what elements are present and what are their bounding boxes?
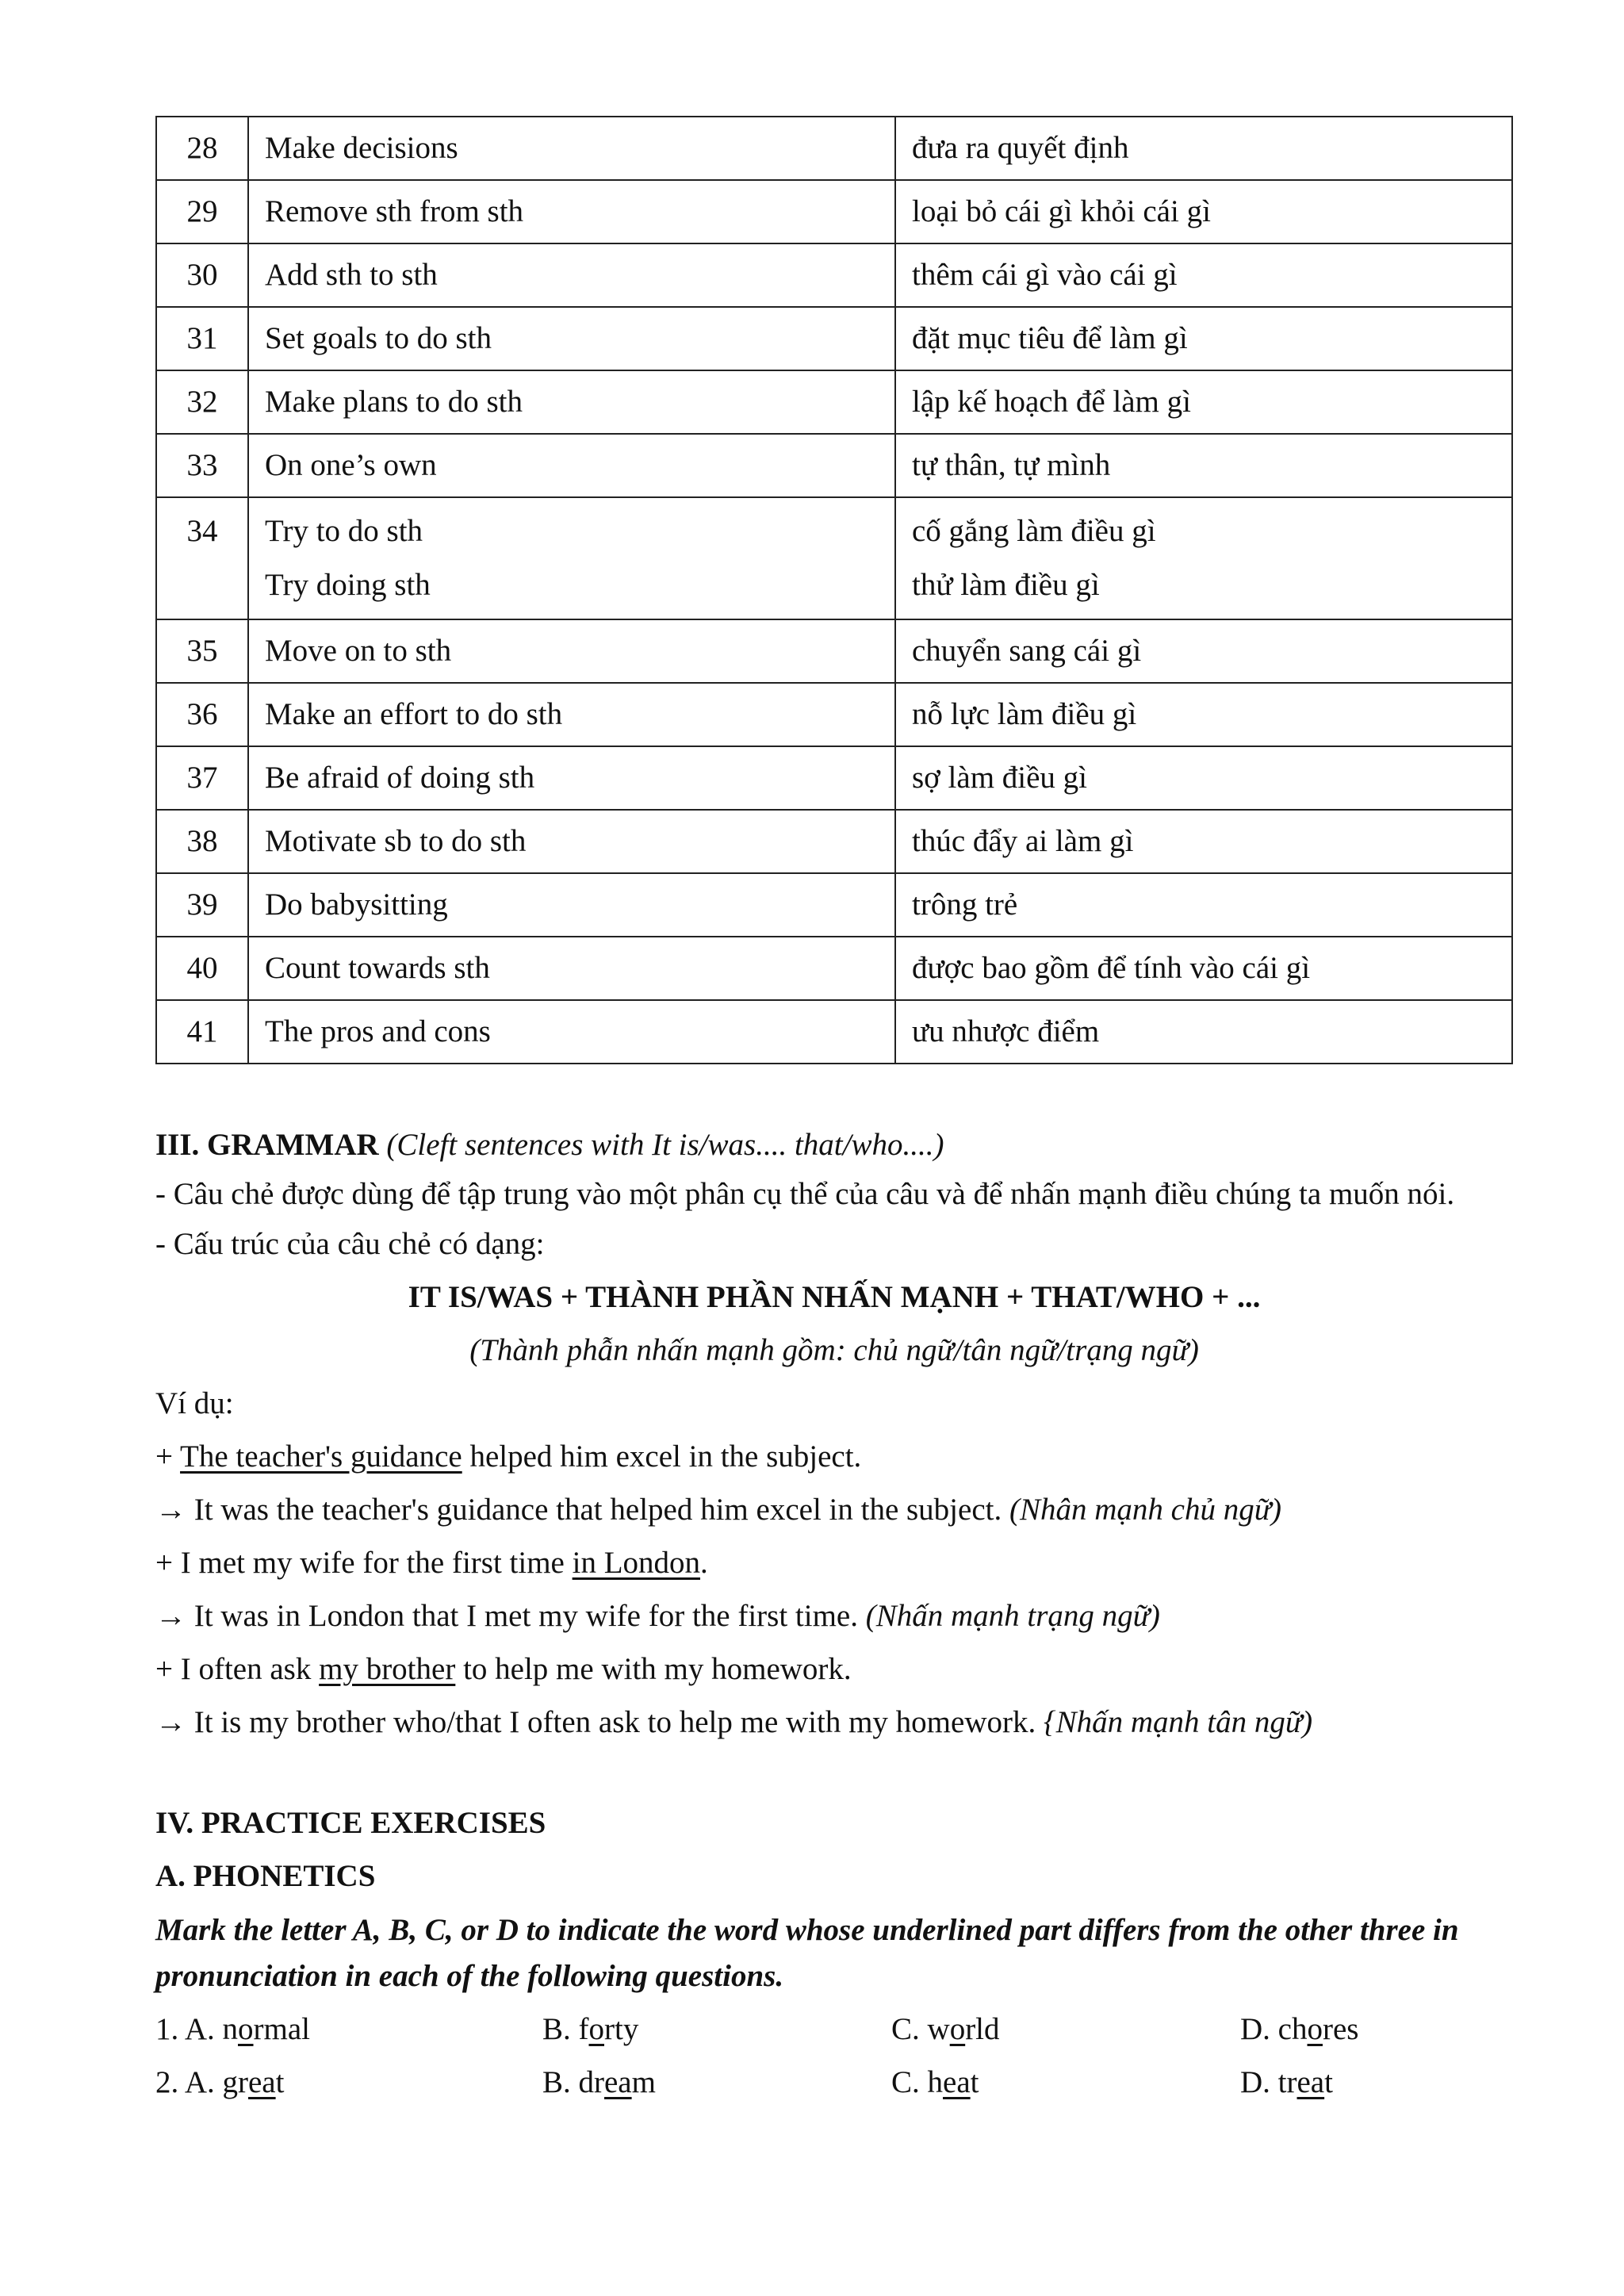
vietnamese-line: lập kế hoạch để làm gì bbox=[912, 385, 1191, 419]
vietnamese-line: thử làm điều gì bbox=[912, 568, 1100, 602]
english-line: Move on to sth bbox=[265, 634, 452, 668]
english-line: Remove sth from sth bbox=[265, 194, 524, 228]
document-page bbox=[155, 116, 1513, 2109]
phrase-vietnamese bbox=[895, 117, 1512, 180]
answer-option bbox=[155, 2003, 542, 2056]
option-text: rmal bbox=[253, 2012, 310, 2046]
phrase-english bbox=[248, 307, 895, 370]
phrase-vietnamese bbox=[895, 434, 1512, 497]
example-1-note: (Nhân mạnh chủ ngữ) bbox=[1009, 1493, 1281, 1527]
grammar-desc-1: - Câu chẻ được dùng để tập trung vào một phân cụ thể của câu và để nhấn mạnh điều chúng ta muốn nói. bbox=[155, 1177, 1455, 1211]
phrase-english bbox=[248, 683, 895, 746]
row-number: 38 bbox=[156, 810, 248, 873]
phrase-vietnamese bbox=[895, 619, 1512, 683]
phrase-vietnamese bbox=[895, 810, 1512, 873]
example-2-post: . bbox=[700, 1546, 708, 1580]
option-text: t bbox=[1324, 2065, 1333, 2099]
vietnamese-line: được bao gồm để tính vào cái gì bbox=[912, 951, 1311, 985]
table-row bbox=[156, 243, 1512, 307]
vietnamese-line: sợ làm điều gì bbox=[912, 761, 1088, 795]
answer-option bbox=[1240, 2003, 1513, 2056]
example-1-answer bbox=[155, 1483, 1513, 1536]
phrase-english bbox=[248, 619, 895, 683]
vietnamese-line: đặt mục tiêu để làm gì bbox=[912, 321, 1188, 355]
phrase-vietnamese bbox=[895, 873, 1512, 937]
answer-option bbox=[891, 2003, 1240, 2056]
phrase-english bbox=[248, 810, 895, 873]
option-text: res bbox=[1322, 2012, 1359, 2046]
question-row bbox=[155, 2056, 1513, 2109]
option-text: m bbox=[631, 2065, 656, 2099]
english-line: Count towards sth bbox=[265, 951, 490, 985]
phrase-english bbox=[248, 497, 895, 619]
option-text: C. w bbox=[891, 2012, 950, 2046]
english-line: Motivate sb to do sth bbox=[265, 824, 527, 858]
row-number: 34 bbox=[156, 497, 248, 619]
row-number: 36 bbox=[156, 683, 248, 746]
underlined-part: ea bbox=[248, 2065, 276, 2099]
english-line: Add sth to sth bbox=[265, 258, 438, 292]
table-row bbox=[156, 619, 1512, 683]
underlined-part: o bbox=[1307, 2012, 1323, 2046]
phonetics-heading: A. PHONETICS bbox=[155, 1859, 376, 1893]
example-3-note: {Nhấn mạnh tân ngữ) bbox=[1043, 1705, 1313, 1739]
example-2-answer bbox=[155, 1589, 1513, 1642]
answer-option bbox=[1240, 2056, 1513, 2109]
grammar-desc-2: - Cấu trúc của câu chẻ có dạng: bbox=[155, 1227, 545, 1261]
grammar-formula: IT IS/WAS + THÀNH PHẦN NHẤN MẠNH + THAT/WHO + ... bbox=[408, 1280, 1261, 1314]
underlined-part: ea bbox=[943, 2065, 971, 2099]
phrase-vietnamese bbox=[895, 243, 1512, 307]
row-number: 41 bbox=[156, 1000, 248, 1064]
english-line: Make decisions bbox=[265, 131, 458, 165]
english-line: The pros and cons bbox=[265, 1014, 491, 1048]
english-line: Do babysitting bbox=[265, 887, 448, 922]
example-2 bbox=[155, 1536, 1513, 1589]
answer-option bbox=[891, 2056, 1240, 2109]
phrase-english bbox=[248, 1000, 895, 1064]
option-text: 2. A. gr bbox=[155, 2065, 248, 2099]
answer-option bbox=[542, 2056, 891, 2109]
phrase-english bbox=[248, 180, 895, 243]
vocabulary-table bbox=[155, 116, 1513, 1064]
english-line: Be afraid of doing sth bbox=[265, 761, 535, 795]
phrase-english bbox=[248, 243, 895, 307]
example-2-note: (Nhấn mạnh trạng ngữ) bbox=[865, 1599, 1160, 1633]
question-row bbox=[155, 2003, 1513, 2056]
example-label: Ví dụ: bbox=[155, 1386, 234, 1420]
table-row bbox=[156, 117, 1512, 180]
vietnamese-line: nỗ lực làm điều gì bbox=[912, 697, 1137, 731]
example-1-answer-text: → It was the teacher's guidance that helped him excel in the subject. bbox=[155, 1493, 1009, 1527]
example-1 bbox=[155, 1430, 1513, 1483]
row-number: 40 bbox=[156, 937, 248, 1000]
phrase-vietnamese bbox=[895, 307, 1512, 370]
question-list bbox=[155, 2003, 1513, 2109]
grammar-section bbox=[155, 1118, 1513, 1749]
english-line: Make plans to do sth bbox=[265, 385, 523, 419]
option-text: C. h bbox=[891, 2065, 944, 2099]
table-row bbox=[156, 434, 1512, 497]
grammar-heading-note: (Cleft sentences with It is/was.... that/who....) bbox=[386, 1128, 944, 1162]
phrase-vietnamese bbox=[895, 683, 1512, 746]
option-text: rty bbox=[604, 2012, 639, 2046]
phrase-vietnamese bbox=[895, 180, 1512, 243]
english-line: Set goals to do sth bbox=[265, 321, 492, 355]
phrase-english bbox=[248, 873, 895, 937]
example-2-underlined: in London bbox=[572, 1546, 701, 1580]
underlined-part: ea bbox=[604, 2065, 632, 2099]
english-line: Make an effort to do sth bbox=[265, 697, 563, 731]
vietnamese-line: cố gắng làm điều gì bbox=[912, 514, 1156, 548]
row-number: 32 bbox=[156, 370, 248, 434]
underlined-part: o bbox=[238, 2012, 254, 2046]
phrase-english bbox=[248, 370, 895, 434]
english-line: On one’s own bbox=[265, 448, 437, 482]
vietnamese-line: trông trẻ bbox=[912, 887, 1018, 922]
example-1-underlined: The teacher's guidance bbox=[180, 1439, 462, 1474]
grammar-heading-title: III. GRAMMAR bbox=[155, 1128, 379, 1162]
option-text: t bbox=[275, 2065, 285, 2099]
option-text: B. dr bbox=[542, 2065, 604, 2099]
table-row bbox=[156, 180, 1512, 243]
example-3 bbox=[155, 1642, 1513, 1696]
phrase-vietnamese bbox=[895, 937, 1512, 1000]
option-text: rld bbox=[965, 2012, 1000, 2046]
row-number: 39 bbox=[156, 873, 248, 937]
example-3-answer bbox=[155, 1696, 1513, 1749]
answer-option bbox=[155, 2056, 542, 2109]
table-row bbox=[156, 810, 1512, 873]
row-number: 33 bbox=[156, 434, 248, 497]
phrase-english bbox=[248, 434, 895, 497]
vietnamese-line: thêm cái gì vào cái gì bbox=[912, 258, 1178, 292]
option-text: D. ch bbox=[1240, 2012, 1308, 2046]
table-row bbox=[156, 937, 1512, 1000]
example-1-pre: + bbox=[155, 1439, 181, 1474]
table-row bbox=[156, 307, 1512, 370]
grammar-heading bbox=[155, 1118, 1513, 1171]
english-line: Try doing sth bbox=[265, 568, 431, 602]
phrase-vietnamese bbox=[895, 1000, 1512, 1064]
table-row bbox=[156, 497, 1512, 619]
option-text: 1. A. n bbox=[155, 2012, 239, 2046]
option-text: t bbox=[970, 2065, 979, 2099]
phrase-english bbox=[248, 117, 895, 180]
vietnamese-line: đưa ra quyết định bbox=[912, 131, 1129, 165]
row-number: 30 bbox=[156, 243, 248, 307]
underlined-part: o bbox=[588, 2012, 604, 2046]
table-row bbox=[156, 1000, 1512, 1064]
option-text: D. tr bbox=[1240, 2065, 1297, 2099]
table-row bbox=[156, 746, 1512, 810]
row-number: 37 bbox=[156, 746, 248, 810]
example-2-pre: + I met my wife for the first time bbox=[155, 1546, 573, 1580]
row-number: 29 bbox=[156, 180, 248, 243]
vietnamese-line: tự thân, tự mình bbox=[912, 448, 1111, 482]
grammar-formula-note: (Thành phẫn nhấn mạnh gồm: chủ ngữ/tân ngữ/trạng ngữ) bbox=[469, 1333, 1199, 1367]
vietnamese-line: ưu nhược điểm bbox=[912, 1014, 1100, 1048]
phrase-english bbox=[248, 746, 895, 810]
example-3-pre: + I often ask bbox=[155, 1652, 320, 1686]
english-line: Try to do sth bbox=[265, 514, 423, 548]
option-text: B. f bbox=[542, 2012, 589, 2046]
table-row bbox=[156, 873, 1512, 937]
table-row bbox=[156, 370, 1512, 434]
underlined-part: o bbox=[949, 2012, 966, 2046]
underlined-part: ea bbox=[1297, 2065, 1325, 2099]
vietnamese-line: thúc đẩy ai làm gì bbox=[912, 824, 1134, 858]
vietnamese-line: chuyển sang cái gì bbox=[912, 634, 1142, 668]
example-3-post: to help me with my homework. bbox=[455, 1652, 852, 1686]
phrase-english bbox=[248, 937, 895, 1000]
table-row bbox=[156, 683, 1512, 746]
practice-heading: IV. PRACTICE EXERCISES bbox=[155, 1806, 546, 1840]
answer-option bbox=[542, 2003, 891, 2056]
phrase-vietnamese bbox=[895, 497, 1512, 619]
example-2-answer-text: → It was in London that I met my wife for the first time. bbox=[155, 1599, 866, 1633]
vietnamese-line: loại bỏ cái gì khỏi cái gì bbox=[912, 194, 1211, 228]
example-3-answer-text: → It is my brother who/that I often ask to help me with my homework. bbox=[155, 1705, 1044, 1739]
example-3-underlined: my brother bbox=[319, 1652, 456, 1686]
row-number: 28 bbox=[156, 117, 248, 180]
row-number: 35 bbox=[156, 619, 248, 683]
row-number: 31 bbox=[156, 307, 248, 370]
practice-section bbox=[155, 1796, 1513, 2109]
phonetics-instruction: Mark the letter A, B, C, or D to indicate the word whose underlined part differs from the other three in pronunciation in each of the following questions. bbox=[155, 1913, 1459, 1993]
phrase-vietnamese bbox=[895, 370, 1512, 434]
example-1-post: helped him excel in the subject. bbox=[462, 1439, 862, 1474]
phrase-vietnamese bbox=[895, 746, 1512, 810]
